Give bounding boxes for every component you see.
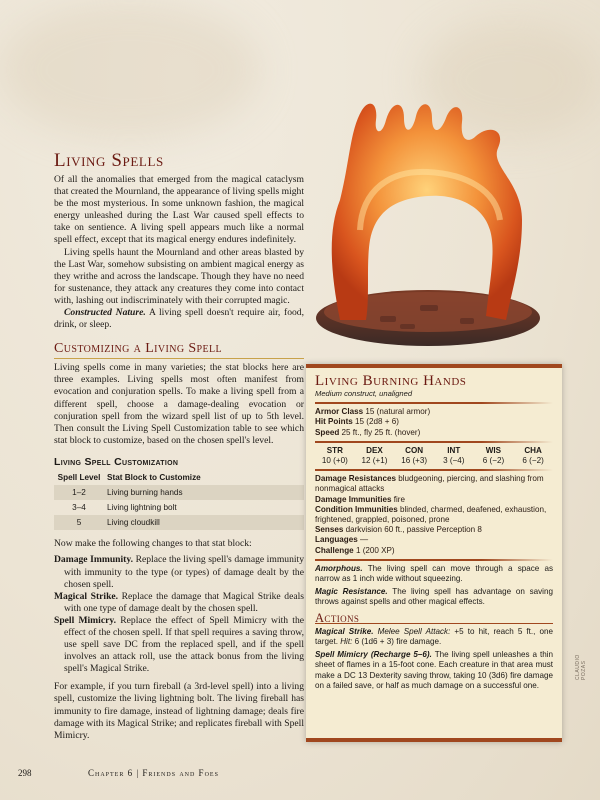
- ability-score: [514, 446, 552, 466]
- magical-strike-action: [315, 627, 553, 647]
- action-text: +5 to hit, reach 5 ft., one target.: [315, 626, 554, 647]
- ability-score: [355, 446, 393, 466]
- divider: [315, 402, 553, 404]
- rule-text: Replace the living spell's damage immunity with immunity to the type (or types) of damage dealt by the chosen spell.: [64, 554, 304, 590]
- rule-label: Spell Mimicry.: [54, 614, 117, 626]
- stat-value: bludgeoning, piercing, and slashing from nonmagical attacks: [315, 474, 544, 494]
- divider: [315, 469, 553, 471]
- chapter-title: Chapter 6 | Friends and Foes: [88, 768, 219, 778]
- rule-text: Replace the damage that Magical Strike deals with one type of damage dealt by the chosen spell.: [64, 590, 304, 614]
- constructed-nature-text: A living spell doesn't require air, food, drink, or sleep.: [54, 307, 304, 331]
- page-number: 298: [18, 768, 32, 778]
- spell-mimicry-rule: [54, 615, 304, 675]
- hit-points-line: [315, 417, 553, 427]
- stat-value: —: [359, 535, 369, 545]
- intro-paragraph: Of all the anomalies that emerged from the magical cataclysm that created the Mournland, the appearance of living spells might be the most mysterious. In some unknown fashion, the magical energy unleashed during the Last War caused spell effects to take on sentience. A living spell appears much like a normal spell effect, except that its magical energy endures indefinitely.: [54, 174, 304, 246]
- stat-label: Damage Resistances: [315, 474, 396, 484]
- action-text: 6 (1d6 + 3) fire damage.: [354, 637, 442, 647]
- action-label: Spell Mimicry (Recharge 5–6).: [315, 650, 432, 660]
- magic-resistance-trait: [315, 587, 553, 607]
- ability-name: CON: [405, 445, 424, 455]
- stat-value: blinded, charmed, deafened, exhaustion, frightened, grappled, poisoned, prone: [315, 504, 547, 525]
- table-row: [54, 500, 304, 515]
- example-paragraph: For example, if you turn fireball (a 3rd-level spell) into a living spell, customize the living lightning bolt. The living fireball has immunity to fire damage, instead of lightning damage; deals fire damage with its Magical Strike; and replicates fireball with Spell Mimicry.: [54, 681, 304, 741]
- table-cell: Living lightning bolt: [107, 502, 177, 512]
- ability-value: 3 (−4): [443, 456, 465, 466]
- table-header-row: [54, 471, 304, 485]
- table-header: Stat Block to Customize: [107, 472, 201, 482]
- divider: [315, 441, 553, 443]
- statblock-type: Medium construct, unaligned: [315, 389, 413, 398]
- stat-value: 15 (2d8 + 6): [355, 417, 399, 427]
- rule-label: Magical Strike.: [54, 590, 119, 602]
- challenge-line: [315, 546, 553, 556]
- intro-paragraph: Living spells haunt the Mournland and other areas blasted by the Last War, somehow subsisting on ambient magical energy as they writhe and across the landscape. Though they have no need for sustenance, they attack any creatures they come into contact with, lashing out indiscriminately with their corrupted magic.: [54, 246, 304, 306]
- table-row: [54, 485, 304, 500]
- artist-credit: CLAUDIO POZAS: [575, 654, 587, 680]
- stat-label: Armor Class: [315, 407, 364, 417]
- stat-label: Senses: [315, 525, 344, 535]
- attack-type: Melee Spell Attack:: [377, 626, 451, 636]
- divider: [315, 559, 553, 561]
- stat-value: 1 (200 XP): [355, 545, 395, 555]
- stat-label: Languages: [315, 535, 358, 545]
- stat-label: Damage Immunities: [315, 494, 392, 504]
- constructed-nature-label: Constructed Nature.: [64, 307, 146, 319]
- trait-label: Amorphous.: [315, 563, 363, 573]
- damage-immunity-rule: [54, 554, 304, 590]
- customizing-heading: Customizing a Living Spell: [54, 340, 304, 359]
- table-cell: Living cloudkill: [104, 515, 304, 530]
- actions-heading: Actions: [315, 613, 553, 624]
- stat-label: Condition Immunities: [315, 504, 398, 514]
- stat-label: Challenge: [315, 545, 354, 555]
- table-row: [54, 515, 304, 530]
- table-cell: 3–4: [72, 502, 86, 512]
- stat-label: Speed: [315, 427, 340, 437]
- customizing-paragraph: Living spells come in many varieties; the stat blocks here are three examples. Living spells most often manifest from evocation and conjuration spells. To make a living spell from a different spell, choose a damage-dealing evocation or conjuration spell from the wizard spell list of up to 5th level. Then consult the Living Spell Customization table to see which stat block to customize, based on the chosen spell's level.: [54, 362, 304, 446]
- stat-block: [306, 364, 562, 742]
- ability-score: [395, 446, 433, 466]
- trait-text: The living spell can move through a space as narrow as 1 inch wide without squeezing.: [315, 563, 554, 584]
- languages-line: [315, 535, 553, 545]
- main-column: [54, 150, 304, 742]
- action-text: The living spell unleashes a thin sheet of flames in a 15-foot cone. Each creature in that area must make a DC 13 Dexterity saving throw, taking 10 (3d6) fire damage on a failed save, or half as much damage on a successful one.: [315, 650, 553, 690]
- action-label: Magical Strike.: [315, 626, 374, 636]
- ability-value: 12 (+1): [361, 456, 388, 466]
- table-cell: 5: [54, 515, 104, 530]
- ability-name: INT: [447, 445, 461, 455]
- page-title: Living Spells: [54, 150, 164, 171]
- trait-label: Magic Resistance.: [315, 587, 388, 597]
- damage-resistances-line: [315, 474, 553, 494]
- table-heading: Living Spell Customization: [54, 455, 179, 468]
- table-cell: 1–2: [54, 485, 104, 500]
- ability-score: [474, 446, 512, 466]
- living-burning-hands-illustration: [300, 90, 570, 360]
- ability-name: WIS: [485, 445, 502, 455]
- ability-score: [435, 446, 473, 466]
- amorphous-trait: [315, 564, 553, 584]
- ability-name: DEX: [366, 445, 383, 455]
- ability-value: 10 (+0): [321, 456, 348, 466]
- ability-value: 6 (−2): [522, 456, 544, 466]
- hit-label: Hit:: [340, 637, 353, 647]
- ability-score: [316, 446, 354, 466]
- ability-scores: [315, 446, 553, 466]
- armor-class-line: [315, 407, 553, 417]
- magical-strike-rule: [54, 591, 304, 615]
- ability-value: 6 (−2): [482, 456, 505, 466]
- stat-value: fire: [393, 494, 405, 504]
- rule-label: Damage Immunity.: [54, 554, 134, 566]
- senses-line: [315, 525, 553, 535]
- ability-name: STR: [326, 445, 343, 455]
- stat-label: Hit Points: [315, 417, 353, 427]
- spell-mimicry-action: [315, 650, 553, 691]
- stat-value: 15 (natural armor): [365, 407, 431, 417]
- damage-immunities-line: [315, 495, 553, 505]
- table-cell: Living burning hands: [104, 485, 304, 500]
- rule-text: Replace the effect of Spell Mimicry with the effect of the chosen spell. If that spell requires a saving throw, use spell save DC from the replaced spell, and if the spell involves an attack roll, use the attack bonus from the living spell's Magical Strike.: [64, 614, 305, 675]
- ability-name: CHA: [524, 445, 542, 455]
- paper-texture: [0, 0, 260, 140]
- constructed-nature-paragraph: [54, 307, 304, 331]
- stat-value: 25 ft., fly 25 ft. (hover): [341, 427, 421, 437]
- speed-line: [315, 428, 553, 438]
- table-header: Spell Level: [57, 472, 101, 482]
- customization-table: [54, 471, 304, 530]
- condition-immunities-line: [315, 505, 553, 525]
- stat-value: darkvision 60 ft., passive Perception 8: [345, 525, 482, 535]
- ability-value: 16 (+3): [401, 456, 428, 466]
- statblock-name: Living Burning Hands: [315, 373, 467, 389]
- trait-text: The living spell has advantage on saving throws against spells and other magical effects.: [315, 587, 553, 607]
- changes-intro: Now make the following changes to that stat block:: [54, 538, 252, 550]
